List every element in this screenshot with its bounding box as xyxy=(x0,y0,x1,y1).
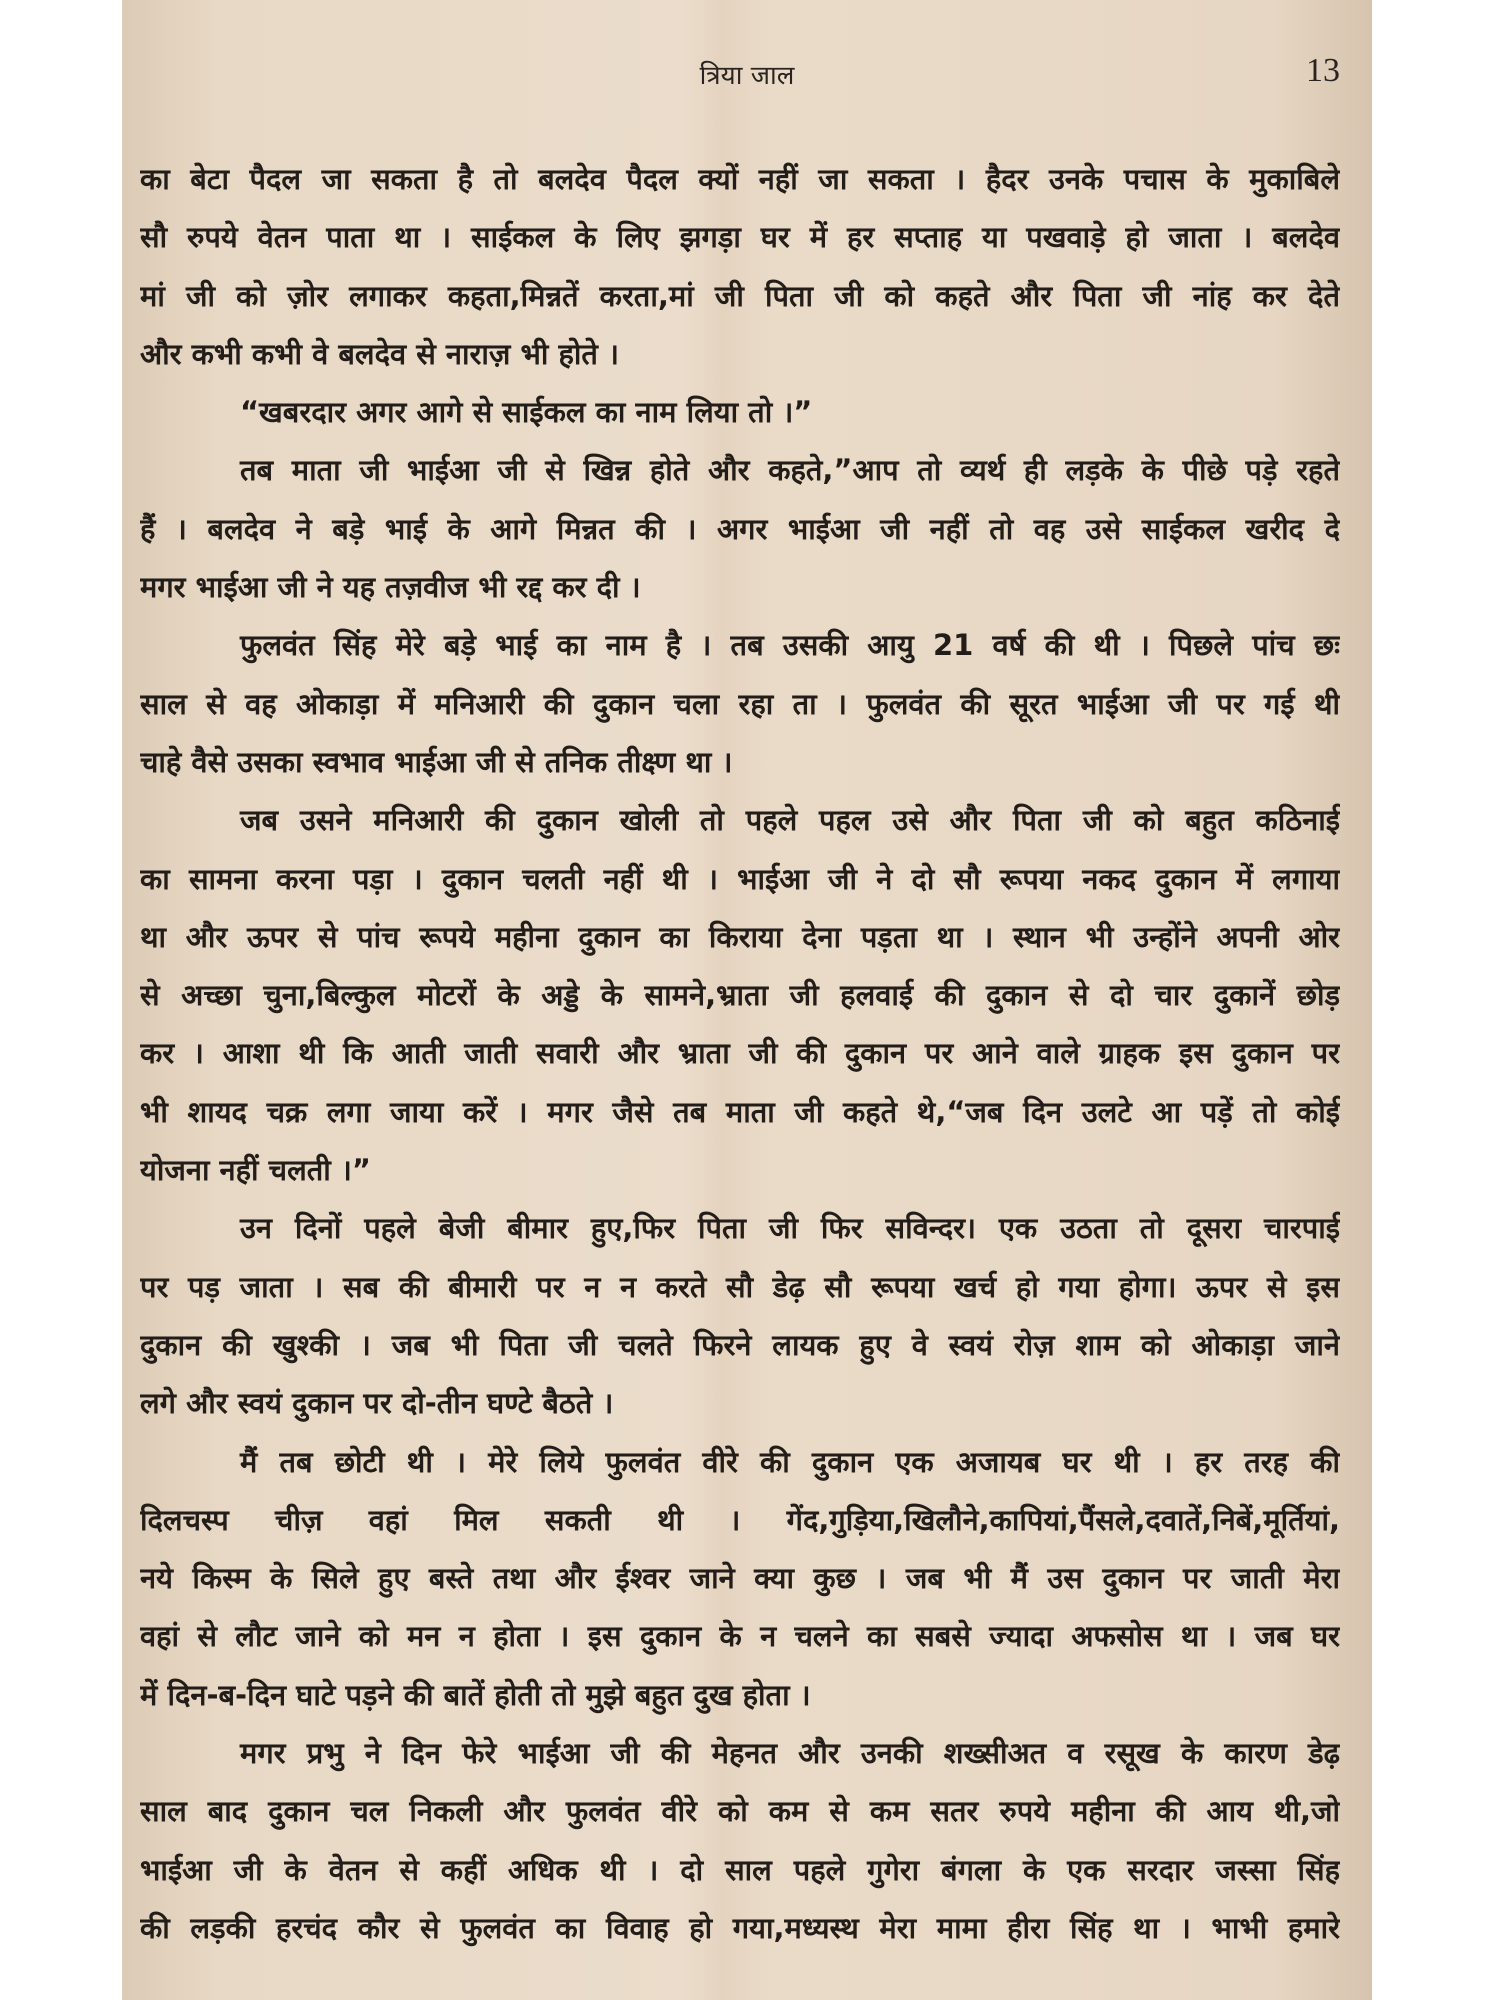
text-line: में दिन-ब-दिन घाटे पड़ने की बातें होती तो मुझे बहुत दुख होता । xyxy=(140,1677,811,1712)
text-line: दुकान की खुश्की । जब भी पिता जी चलते फिरने लायक हुए वे स्वयं रोज़ शाम को ओकाड़ा जाने xyxy=(140,1327,1340,1362)
text-line: दिलचस्प चीज़ वहां मिल सकती थी । गेंद,गुड़िया,खिलौने,कापियां,पैंसले,दवातें,निबें,मूर्तियां, xyxy=(140,1502,1340,1537)
text-line: साल बाद दुकान चल निकली और फुलवंत वीरे को कम से कम सतर रुपये महीना की आय थी,जो xyxy=(140,1794,1340,1829)
text-line: उन दिनों पहले बेजी बीमार हुए,फिर पिता जी फिर सविन्दर। एक उठता तो दूसरा चारपाई xyxy=(240,1211,1340,1246)
text-line: भी शायद चक्र लगा जाया करें । मगर जैसे तब माता जी कहते थे,“जब दिन उलटे आ पड़ें तो कोई xyxy=(140,1094,1340,1129)
text-line: मां जी को ज़ोर लगाकर कहता,मिन्नतें करता,मां जी पिता जी को कहते और पिता जी नांह कर देते xyxy=(140,278,1340,313)
text-line: का बेटा पैदल जा सकता है तो बलदेव पैदल क्यों नहीं जा सकता । हैदर उनके पचास के मुकाबिले xyxy=(140,162,1340,196)
text-line: मैं तब छोटी थी । मेरे लिये फुलवंत वीरे की दुकान एक अजायब घर थी । हर तरह की xyxy=(240,1444,1340,1479)
text-line: मगर भाईआ जी ने यह तज़वीज भी रद्द कर दी । xyxy=(140,570,641,605)
text-line: जब उसने मनिआरी की दुकान खोली तो पहले पहल उसे और पिता जी को बहुत कठिनाई xyxy=(240,803,1340,838)
text-line: की लड़की हरचंद कौर से फुलवंत का विवाह हो गया,मध्यस्थ मेरा मामा हीरा सिंह था । भाभी हमारे xyxy=(140,1910,1340,1945)
book-page xyxy=(122,0,1372,2000)
text-line: साल से वह ओकाड़ा में मनिआरी की दुकान चला रहा ता । फुलवंत की सूरत भाईआ जी पर गई थी xyxy=(140,686,1340,721)
text-line: “खबरदार अगर आगे से साईकल का नाम लिया तो ।” xyxy=(240,395,813,430)
text-line: से अच्छा चुना,बिल्कुल मोटरों के अड्डे के सामने,भ्राता जी हलवाई की दुकान से दो चार दुकानें छोड़ xyxy=(140,978,1340,1013)
page-number: 13 xyxy=(1306,52,1340,89)
text-line: तब माता जी भाईआ जी से खिन्न होते और कहते,”आप तो व्यर्थ ही लड़के के पीछे पड़े रहते xyxy=(240,453,1340,488)
text-line: मगर प्रभु ने दिन फेरे भाईआ जी की मेहनत और उनकी शख्सीअत व रसूख के कारण डेढ़ xyxy=(240,1736,1340,1771)
text-line: भाईआ जी के वेतन से कहीं अधिक थी । दो साल पहले गुगेरा बंगला के एक सरदार जस्सा सिंह xyxy=(140,1852,1340,1887)
running-header-title: त्रिया जाल xyxy=(699,61,795,91)
body-text xyxy=(140,150,1340,1957)
text-line: चाहे वैसे उसका स्वभाव भाईआ जी से तनिक तीक्ष्ण था । xyxy=(140,744,733,779)
text-line: का सामना करना पड़ा । दुकान चलती नहीं थी । भाईआ जी ने दो सौ रूपया नकद दुकान में लगाया xyxy=(140,861,1340,896)
text-line: था और ऊपर से पांच रूपये महीना दुकान का किराया देना पड़ता था । स्थान भी उन्होंने अपनी ओर xyxy=(140,919,1340,954)
text-line: पर पड़ जाता । सब की बीमारी पर न न करते सौ डेढ़ सौ रूपया खर्च हो गया होगा। ऊपर से इस xyxy=(140,1269,1340,1304)
text-line: कर । आशा थी कि आती जाती सवारी और भ्राता जी की दुकान पर आने वाले ग्राहक इस दुकान पर xyxy=(140,1036,1340,1071)
text-line: लगे और स्वयं दुकान पर दो-तीन घण्टे बैठते । xyxy=(140,1386,614,1421)
text-line: सौ रुपये वेतन पाता था । साईकल के लिए झगड़ा घर में हर सप्ताह या पखवाड़े हो जाता । बलदेव xyxy=(140,220,1340,255)
text-line: और कभी कभी वे बलदेव से नाराज़ भी होते । xyxy=(140,336,620,371)
text-line: नये किस्म के सिले हुए बस्ते तथा और ईश्वर जाने क्या कुछ । जब भी मैं उस दुकान पर जाती मेरा xyxy=(140,1561,1340,1596)
text-line: वहां से लौट जाने को मन न होता । इस दुकान के न चलने का सबसे ज्यादा अफसोस था । जब घर xyxy=(140,1619,1340,1654)
text-line: हैं । बलदेव ने बड़े भाई के आगे मिन्नत की । अगर भाईआ जी नहीं तो वह उसे साईकल खरीद दे xyxy=(140,511,1340,546)
text-line: फुलवंत सिंह मेरे बड़े भाई का नाम है । तब उसकी आयु 21 वर्ष की थी । पिछले पांच छः xyxy=(240,628,1340,663)
text-line: योजना नहीं चलती ।” xyxy=(140,1153,371,1188)
